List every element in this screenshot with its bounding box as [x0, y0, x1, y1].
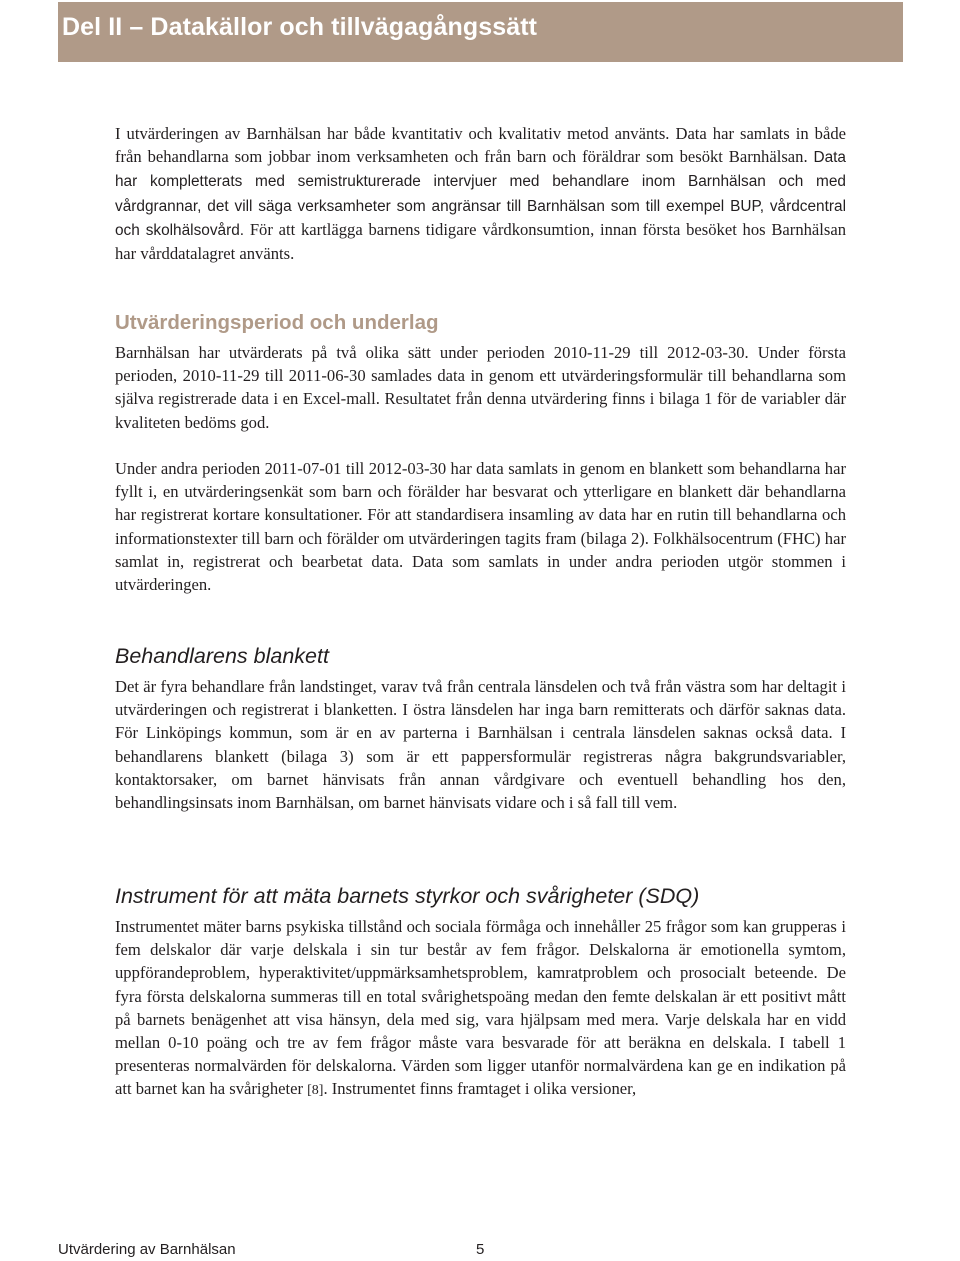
section-heading-period: Utvärderingsperiod och underlag	[115, 311, 439, 334]
chapter-title: Del II – Datakällor och tillvägagångssätt	[62, 13, 538, 41]
sdq-text-b: . Instrumentet finns framtaget i olika versioner,	[323, 1079, 637, 1099]
sdq-text-a: Instrumentet mäter barns psykiska tillstånd och sociala förmåga och innehåller 25 frågor som kan grupperas i fem delskalor där varje delskala i sin tur består av fem frågor. Delskalorna är emotionella symtom, uppförandeproblem, hyperaktivitet/uppmärksamhetsproblem, kamratproblem och prosocialt beteende. De fyra första delskalorna summeras till en total svårighetspoäng medan den femte delskalan är ett positivt mått på barnets benägenhet att visa hänsyn, dela med sig, vara hjälpsam med mera. Varje delskala har en vidd mellan 0-10 poäng och tre av fem frågor måste vara besvarade för att beräkna en delskala. I tabell 1 presenteras normalvärden för delskalorna. Värden som ligger utanför normalvärdena kan ge en indikation på att barnet kan ha svårigheter	[115, 917, 846, 1099]
intro-text-b: Data har kompletterats med semistrukturerade intervjuer med behandlare inom Barnhälsan och med vårdgrannar, det vill säga verksamheter som angränsar till Barnhälsan som till exempel BUP, vårdcentral och skolhälsovård.	[115, 149, 846, 239]
period-paragraph-1: Barnhälsan har utvärderats på två olika sätt under perioden 2010-11-29 till 2012-03-30. Under första perioden, 2010-11-29 till 2011-06-30 samlades data in genom ett utvärderingsformulär till behandlarna som själva registrerade data i en Excel-mall. Resultatet från denna utvärdering finns i bilaga 1 för de variabler där kvaliteten bedöms god.	[115, 343, 846, 432]
section-heading-sdq: Instrument för att mäta barnets styrkor och svårigheter (SDQ)	[115, 884, 700, 908]
section-heading-blankett: Behandlarens blankett	[115, 644, 329, 668]
footer-title: Utvärdering av Barnhälsan	[58, 1241, 236, 1258]
period-paragraph-2: Under andra perioden 2011-07-01 till 2012-03-30 har data samlats in genom en blankett som behandlarna har fyllt i, en utvärderingsenkät som barn och förälder har besvarat och ytterligare en blankett där behandlarna har registrerat kortare konsultationer. För att standardisera insamling av data har en rutin till behandlarna och informationstexter till barn och förälder om utvärderingen tagits fram (bilaga 2). Folkhälsocentrum (FHC) har samlat in, registrerat och bearbetat data. Data som samlats in under andra perioden utgör stommen i utvärderingen.	[115, 459, 846, 595]
reference-citation: [8]	[307, 1083, 324, 1099]
intro-text-c: För att kartlägga barnens tidigare vårdkonsumtion, innan första besöket hos Barnhälsan har vårddatalagret använts.	[115, 219, 847, 264]
sdq-paragraph	[115, 915, 846, 1103]
blankett-paragraph: Det är fyra behandlare från landstinget, varav två från centrala länsdelen och två från västra som har deltagit i utvärderingen och registrerat i blanketten. I östra länsdelen har inga barn remitterats och därför saknas data. För Linköpings kommun, som är en av parterna i Barnhälsan i centrala länsdelen saknas också data. I behandlarens blankett (bilaga 3) som är ett pappersformulär registreras några bakgrundsvariabler, kontaktorsaker, om barnet hänvisats från annan vårdgivare och eventuell behandling hos den, behandlingsinsats inom Barnhälsan, om barnet hänvisats vidare och i så fall till vem.	[115, 677, 846, 813]
intro-text-a: I utvärderingen av Barnhälsan har både kvantitativ och kvalitativ metod använts. Data har samlats in både från behandlarna som jobbar inom verksamheten och från barn och föräldrar som besökt Barnhälsan.	[115, 124, 846, 167]
intro-paragraph	[115, 122, 846, 265]
page-number: 5	[476, 1241, 485, 1258]
